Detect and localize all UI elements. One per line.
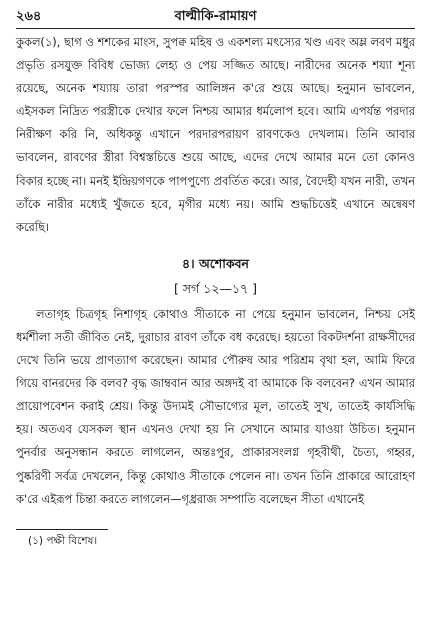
page-header xyxy=(16,6,415,29)
paragraph-1: কুকল(১), ছাগ ও শশকের মাংস, সুপক্ব মহিষ ও একশল্য মৎস্যের খণ্ড এবং অম্ল লবণ মধুর প্রভৃতি রসযুক্ত বিবিধ ভোজ্য লেহ্য ও পেয় সজ্জিত আছে। নারীদের অনেক শয্যা শূন্য রয়েছে, অনেক শয্যায় তারা পরস্পর আলিঙ্গন ক'রে শুয়ে আছে। হনুমান ভাবলেন, এইসকল নিদ্রিত পরস্ত্রীকে দেখার ফলে নিশ্চয় আমার ধর্মলোপ হবে। আমি এপর্যন্ত পরদার নিরীক্ষণ করি নি, অধিকন্তু এখানে পরদারপরায়ণ রাবণকেও দেখলাম। তিনি আবার ভাবলেন, রাবণের স্ত্রীরা বিশ্বস্তচিত্তে শুয়ে আছে, এদের দেখে আমার মনে তো কোনও বিকার হচ্ছে না। মনই ইন্দ্রিয়গণকে পাপপুণ্যে প্রবর্তিত করে। আর, বৈদেহী যখন নারী, তখন তাঁকে নারীর মধ্যেই খুঁজতে হবে, মৃগীর মধ্যে নয়। আমি শুদ্ধচিত্তেই এখানে অন্বেষণ করেছি। xyxy=(16,35,415,234)
sarga-range: [ সর্গ ১২—১৭ ] xyxy=(173,280,258,296)
footnote-divider xyxy=(16,529,108,530)
footnote: (১) পক্ষী বিশেষ। xyxy=(28,534,98,547)
page-number: ২৬৪ xyxy=(16,8,42,24)
paragraph-2: লতাগৃহ চিত্রগৃহ নিশাগৃহ কোথাও সীতাকে না পেয়ে হনুমান ভাবলেন, নিশ্চয় সেই ধর্মশীলা সতী জীবিত নেই, দুরাচার রাবণ তাঁকে বধ করেছে। হয়তো বিকটদর্শনা রাক্ষসীদের দেখে তিনি ভয়ে প্রাণত্যাগ করেছেন। আমার পৌরুষ আর পরিশ্রম বৃথা হল, আমি ফিরে গিয়ে বানরদের কি বলব? বৃদ্ধ জাম্ববান আর অঙ্গদই বা আমাকে কি বলবেন? এখন আমার প্রায়োপবেশন করাই শ্রেয়। কিন্তু উদ্যমই সৌভাগ্যের মূল, তাতেই সুখ, তাতেই কার্যসিদ্ধি হয়। অতএব যেসকল স্থান এখনও দেখা হয় নি সেখানে আমার যাওয়া উচিত। হনুমান পুনর্বার অনুসন্ধান করতে লাগলেন, অন্তঃপুর, প্রাকারসংলগ্ন গৃহবীথী, চৈত্য, গহ্বর, পুষ্করিণী সর্বত্র দেখলেন, কিন্তু কোথাও সীতাকে পেলেন না। তখন তিনি প্রাকারে আরোহণ ক'রে এইরূপ চিন্তা করতে লাগলেন—গৃধ্ররাজ সম্পাতি বলেছেন সীতা এখানেই xyxy=(16,306,415,506)
section-heading: ৪। অশোকবন xyxy=(182,255,249,271)
running-title: বাল্মীকি-রামায়ণ xyxy=(174,8,257,24)
